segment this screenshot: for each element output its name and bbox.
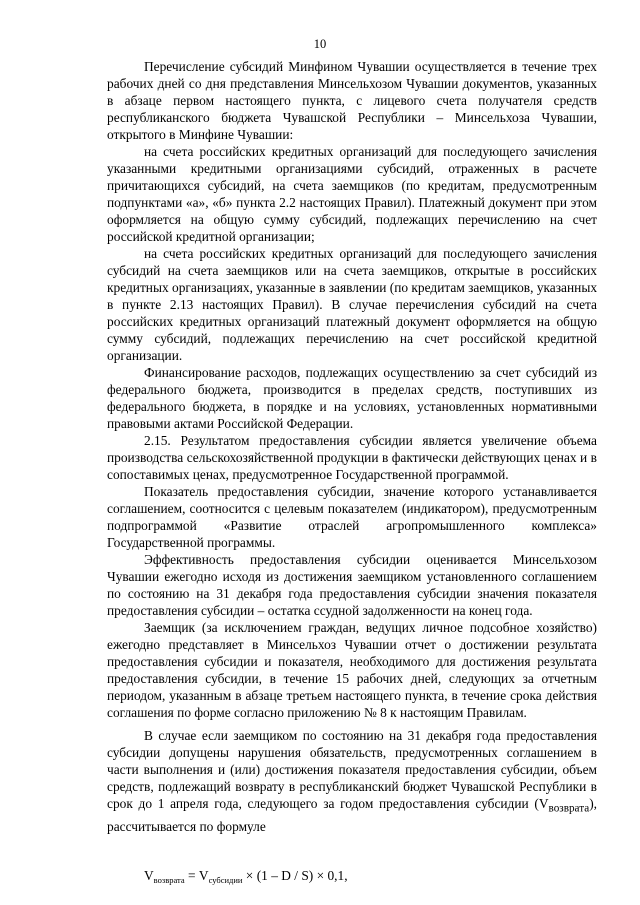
refund-var-open: (V xyxy=(528,796,549,811)
paragraph-efficiency: Эффективность предоставления субсидии оценивается Минсельхозом Чувашии ежегодно исходя из достижения заемщиком установленного соглашением по состоянию на 31 декабря года предоставления субсидии значения показателя предоставления субсидии – остатка ссудной задолженности на конец года. xyxy=(107,552,597,618)
paragraph-federal-financing: Финансирование расходов, подлежащих осуществлению за счет субсидий из федерального бюджета, производится в пределах средств, поступивших из федерального бюджета, в порядке и на условиях, установленных нормативными правовыми актами Российской Федерации. xyxy=(107,365,597,431)
refund-var-close: ), рассчитывается по формуле xyxy=(107,796,597,834)
refund-formula xyxy=(144,867,597,884)
paragraph-borrower-report: Заемщик (за исключением граждан, ведущих личное подсобное хозяйство) ежегодно представляет в Минсельхоз Чувашии отчет о достижении результата предоставления субсидии и показателя, необходимого для достижения результата предоставления субсидии, в течение 15 рабочих дней, следующих за отчетным периодом, указанным в абзаце третьем настоящего пункта, в течение срока действия соглашения по форме согласно приложению № 8 к настоящим Правилам. xyxy=(107,620,597,720)
formula-rest: × (1 – D / S) × 0,1, xyxy=(242,867,348,883)
paragraph-transfer-procedure: Перечисление субсидий Минфином Чувашии осуществляется в течение трех рабочих дней со дня представления Минсельхозом Чувашии документов, указанных в абзаце первом настоящего пункта, с лицевого счета получателя средств республиканского бюджета Чувашской Республики – Минсельхоза Чувашии, открытого в Минфине Чувашии: xyxy=(107,59,597,142)
formula-v-subsidy-subscript: субсидии xyxy=(208,874,243,885)
document-body xyxy=(107,58,597,884)
formula-equals-v: = V xyxy=(184,867,209,883)
formula-v-refund: V xyxy=(144,867,154,883)
formula-v-refund-subscript: возврата xyxy=(153,874,185,885)
paragraph-transfer-option-2: на счета российских кредитных организаций для последующего зачисления субсидий на счета заемщиков или на счета заемщиков, открытые в российских кредитных организациях, указанные в заявлении (по кредитам заемщиков, указанных в пункте 2.13 настоящих Правил). В случае перечисления субсидий на счета российских кредитных организаций платежный документ оформляется на общую сумму субсидий, подлежащих перечислению на счет российской кредитной организации. xyxy=(107,246,598,363)
page-number: 10 xyxy=(313,37,327,51)
paragraph-refund-condition xyxy=(107,727,597,835)
paragraph-indicator: Показатель предоставления субсидии, значение которого устанавливается соглашением, соотносится с целевым показателем (индикатором), предусмотренным подпрограммой «Развитие отраслей агропромышленного комплекса» Государственной программы. xyxy=(107,484,597,550)
refund-condition-text: В случае если заемщиком по состоянию на 31 декабря года предоставления субсидии допущены нарушения обязательств, предусмотренных соглашением в части выполнения и (или) достижения показателя предоставления субсидии, объем средств, подлежащий возврату в республиканский бюджет Чувашской Республики в срок до 1 апреля года, следующего за годом предоставления субсидии xyxy=(107,728,597,811)
paragraph-transfer-option-1: на счета российских кредитных организаций для последующего зачисления указанными кредитными организациями субсидий, отраженных в расчете причитающихся субсидий, на счета заемщиков (по кредитам, предусмотренным подпунктами «а», «б» пункта 2.2 настоящих Правил). Платежный документ при этом оформляется на общую сумму субсидий, подлежащих перечислению на счет российской кредитной организации; xyxy=(107,144,597,244)
refund-var-subscript: возврата xyxy=(548,802,590,815)
paragraph-2-15-result: 2.15. Результатом предоставления субсидии является увеличение объема производства сельскохозяйственной продукции в фактически действующих ценах и в сопоставимых ценах, предусмотренное Государственной программой. xyxy=(107,433,597,482)
